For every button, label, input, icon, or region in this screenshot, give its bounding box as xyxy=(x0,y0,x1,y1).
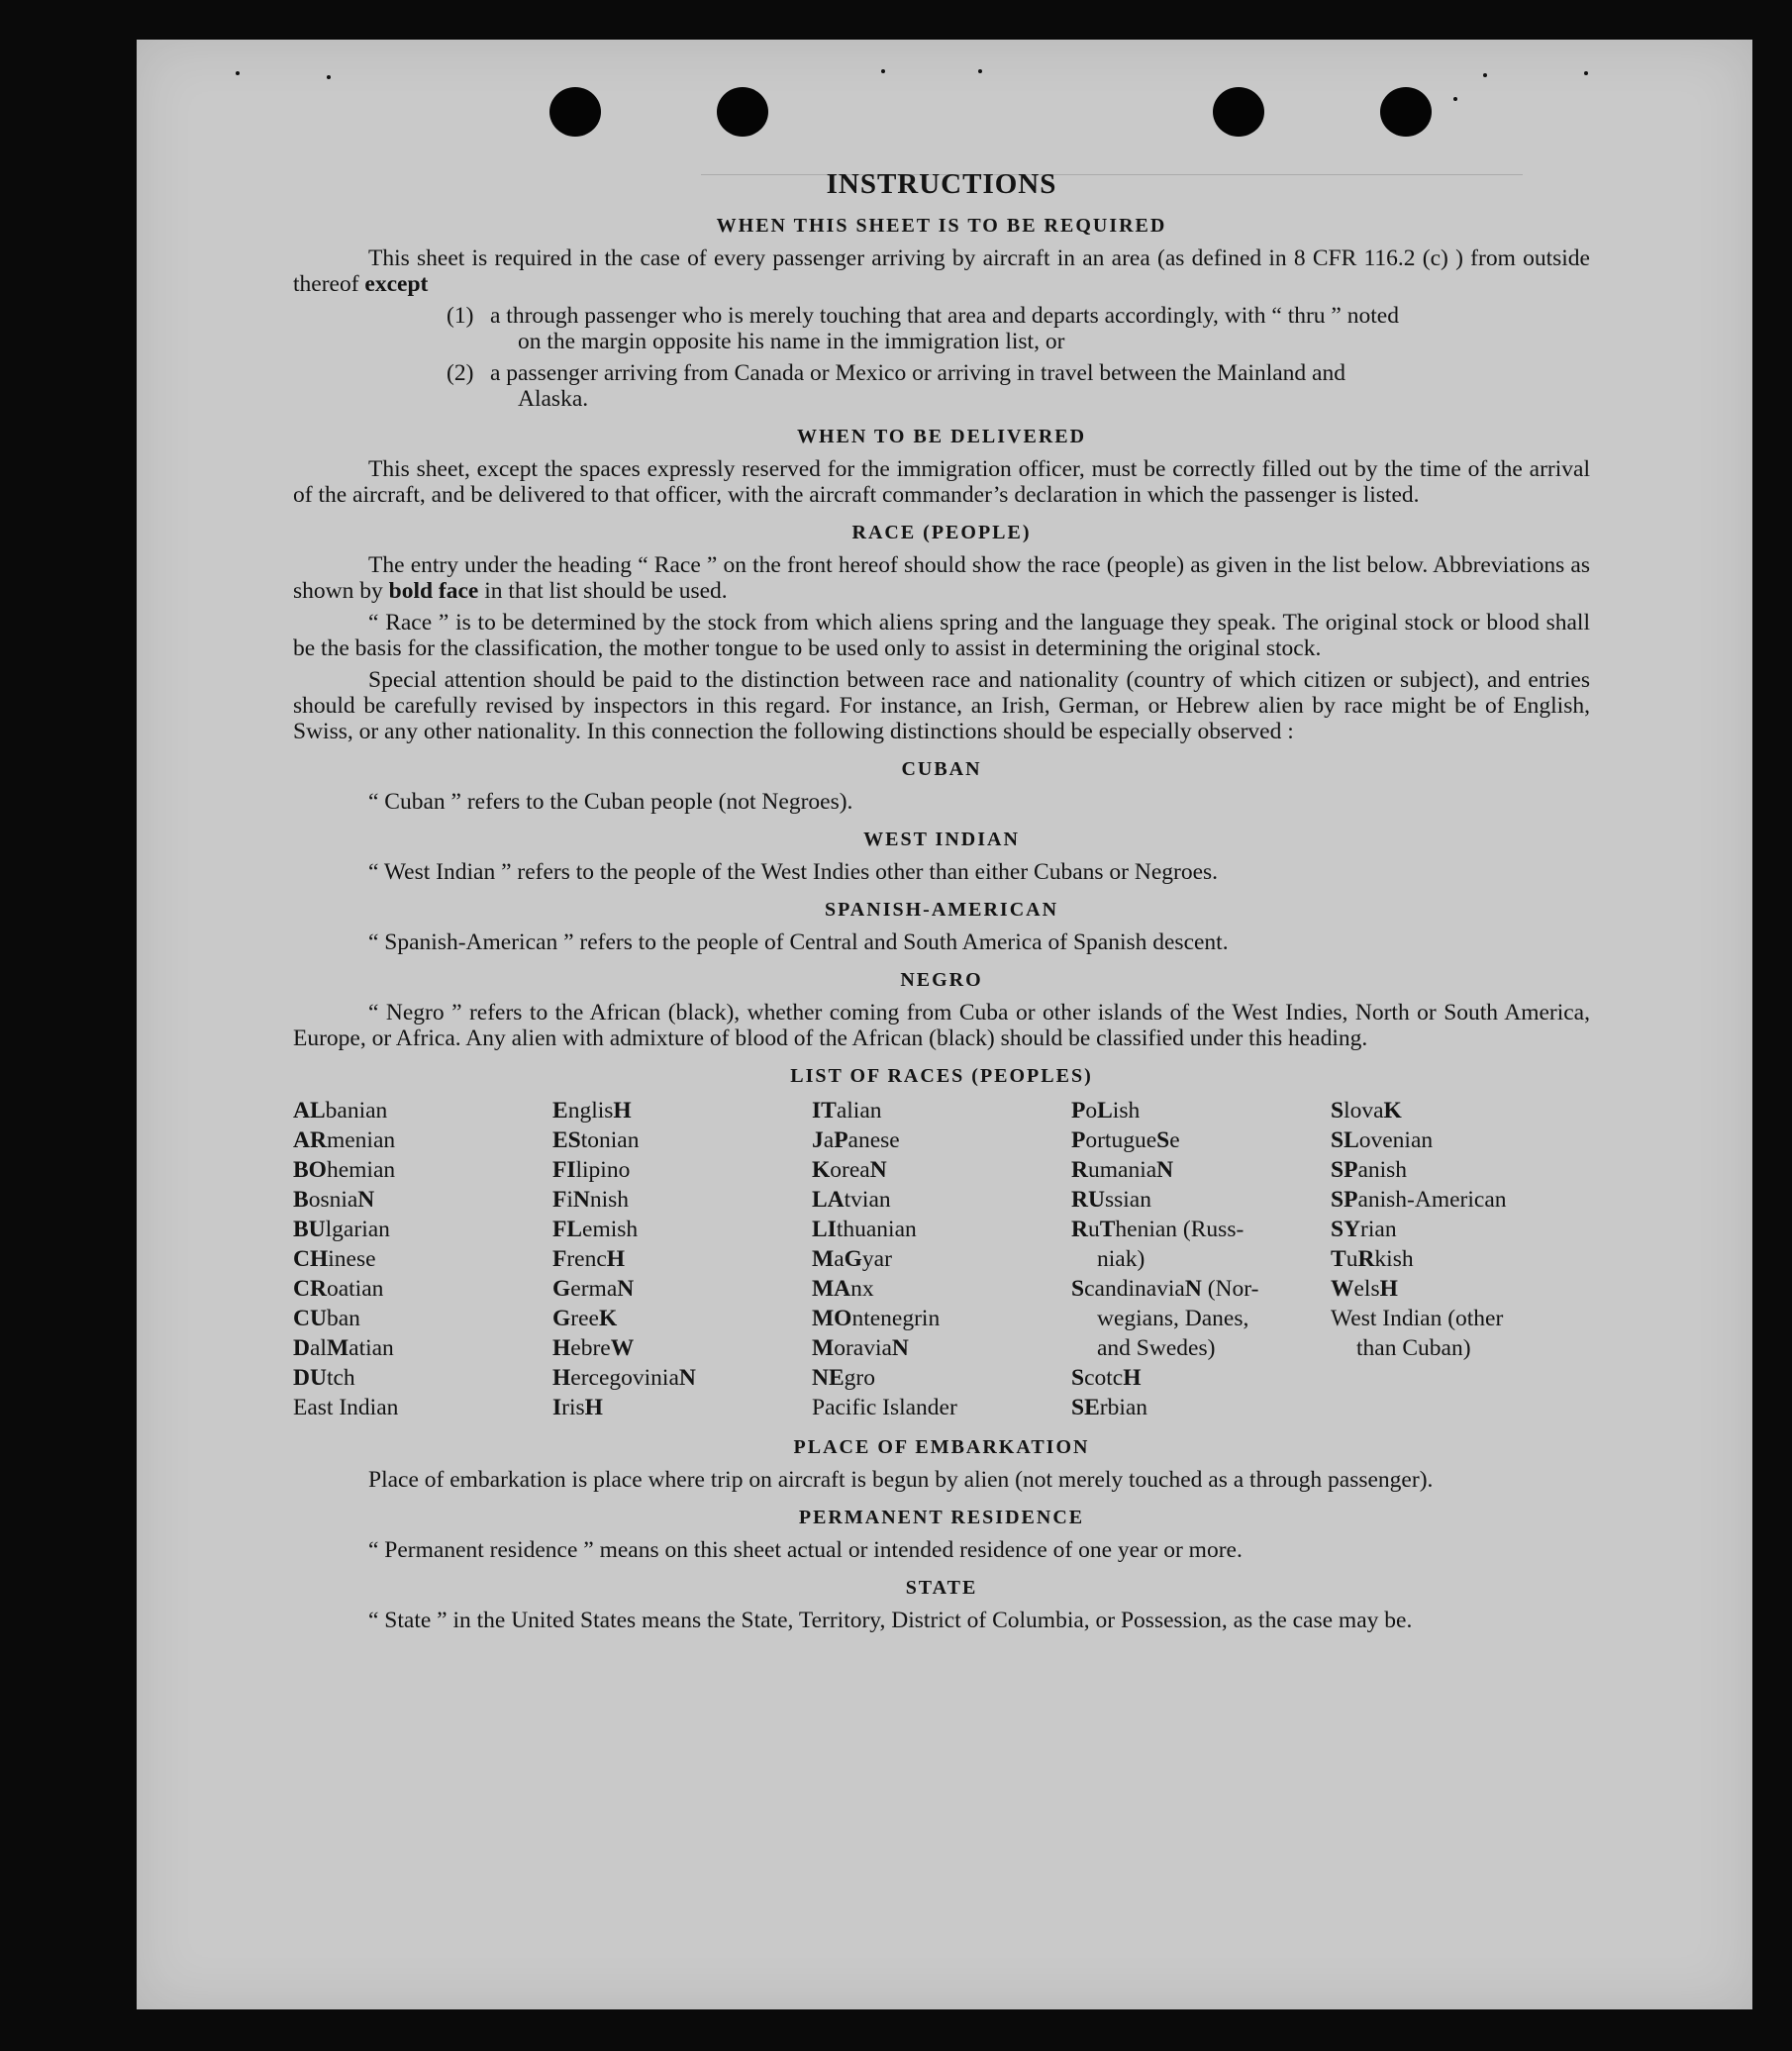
item-number: (1) xyxy=(447,303,474,329)
race-text: ree xyxy=(570,1306,599,1331)
race-entry xyxy=(1331,1215,1590,1244)
race-text: MO xyxy=(812,1306,852,1331)
race-text: P xyxy=(1071,1098,1086,1123)
race-entry xyxy=(293,1215,552,1244)
race-entry xyxy=(552,1244,812,1274)
paragraph-race-2: “ Race ” is to be determined by the stock from which aliens spring and the language they speak. The original stock or blood shall be the basis for the classification, the mother tongue to be used only to assist in determining the original stock. xyxy=(293,610,1590,661)
punch-hole xyxy=(1213,87,1264,137)
race-text: S xyxy=(1071,1365,1085,1391)
item-number: (2) xyxy=(447,360,474,386)
race-text: u xyxy=(1345,1246,1358,1272)
paragraph-cuban: “ Cuban ” refers to the Cuban people (not Negroes). xyxy=(368,789,853,815)
item-rest-line: on the margin opposite his name in the immigration list, or xyxy=(518,329,1065,354)
race-text: H xyxy=(613,1098,632,1123)
race-entry xyxy=(552,1185,812,1215)
item-first-line: a passenger arriving from Canada or Mexico or arriving in travel between the Mainland and xyxy=(490,360,1345,386)
race-text: inese xyxy=(328,1246,376,1272)
speck xyxy=(978,69,982,73)
race-text: H xyxy=(1379,1276,1398,1302)
race-text: K xyxy=(1383,1098,1402,1123)
race-text: anese xyxy=(847,1127,900,1153)
race-entry xyxy=(293,1155,552,1185)
heading-spanish-american: SPANISH-AMERICAN xyxy=(824,899,1059,921)
race-entry xyxy=(1071,1185,1331,1215)
race-text: W xyxy=(1331,1276,1354,1302)
race-text: N xyxy=(678,1365,696,1391)
race-text: hemian xyxy=(326,1157,396,1183)
race-text: BO xyxy=(293,1157,327,1183)
race-entry xyxy=(1331,1304,1590,1333)
race-text: u xyxy=(1087,1217,1100,1242)
race-text: nish xyxy=(589,1187,630,1213)
race-text: rbian xyxy=(1099,1395,1148,1420)
race-text: candinavia xyxy=(1084,1276,1185,1302)
race-text: lgarian xyxy=(325,1217,390,1242)
punch-hole xyxy=(549,87,601,137)
race-entry xyxy=(293,1393,552,1422)
race-entry xyxy=(293,1125,552,1155)
race-text: S xyxy=(1331,1098,1344,1123)
race-entry xyxy=(552,1155,812,1185)
race-entry xyxy=(1071,1125,1331,1155)
paragraph-permanent-residence: “ Permanent residence ” means on this sheet actual or intended residence of one year or more. xyxy=(368,1537,1243,1563)
race-entry xyxy=(1331,1155,1590,1185)
heading-cuban: CUBAN xyxy=(901,758,982,780)
race-text: H xyxy=(584,1395,603,1420)
race-entry xyxy=(812,1125,1071,1155)
race-entry xyxy=(1331,1274,1590,1304)
race-text: T xyxy=(1331,1246,1346,1272)
race-text: I xyxy=(552,1395,562,1420)
race-text: H xyxy=(606,1246,626,1272)
race-text: T xyxy=(1099,1217,1116,1242)
race-text: ES xyxy=(552,1127,581,1153)
race-text: anish xyxy=(1357,1157,1408,1183)
race-entry xyxy=(812,1333,1071,1363)
race-text: than Cuban) xyxy=(1356,1335,1471,1361)
race-text: tonian xyxy=(580,1127,640,1153)
race-entry xyxy=(812,1244,1071,1274)
race-entry xyxy=(812,1096,1071,1125)
race-text: LA xyxy=(812,1187,845,1213)
race-text: H xyxy=(1123,1365,1142,1391)
heading-race: RACE (PEOPLE) xyxy=(851,522,1032,543)
race-text: (Nor- xyxy=(1201,1276,1259,1302)
race-text: yar xyxy=(861,1246,892,1272)
exception-item-2 xyxy=(447,360,1590,412)
race-entry xyxy=(552,1393,812,1422)
paragraph-when-delivered: This sheet, except the spaces expressly reserved for the immigration officer, must be correctly filled out by the time of the arrival of the aircraft, and be delivered to that officer, with the aircraft commander’s declaration in which the passenger is listed. xyxy=(293,456,1590,508)
race-text: N xyxy=(869,1157,887,1183)
race-entry xyxy=(552,1304,812,1333)
race-text: lipino xyxy=(575,1157,631,1183)
race-text: N xyxy=(357,1187,375,1213)
race-text: al xyxy=(309,1335,327,1361)
race-entry xyxy=(1071,1155,1331,1185)
race-text: ortugue xyxy=(1085,1127,1157,1153)
paragraph-embarkation: Place of embarkation is place where trip on aircraft is begun by alien (not merely touched as a through passenger). xyxy=(368,1467,1434,1493)
paragraph-west-indian: “ West Indian ” refers to the people of the West Indies other than either Cubans or Negroes. xyxy=(368,859,1219,885)
race-text: IT xyxy=(812,1098,837,1123)
heading-west-indian: WEST INDIAN xyxy=(863,829,1020,850)
race-text: S xyxy=(1071,1276,1085,1302)
race-text: ebre xyxy=(570,1335,611,1361)
race-text: menian xyxy=(326,1127,396,1153)
race-entry xyxy=(1071,1274,1331,1304)
race-text: West Indian (other xyxy=(1331,1306,1504,1331)
race-text: tvian xyxy=(844,1187,891,1213)
race-text: e xyxy=(1169,1127,1180,1153)
speck xyxy=(1584,71,1588,75)
race-entry xyxy=(552,1274,812,1304)
race-text: D xyxy=(293,1335,310,1361)
race-text: R xyxy=(1357,1246,1375,1272)
race-column xyxy=(293,1096,552,1422)
race-text: AR xyxy=(293,1127,327,1153)
race-text: rian xyxy=(1360,1217,1397,1242)
race-text: S xyxy=(1156,1127,1170,1153)
item-first-line: a through passenger who is merely touching that area and departs accordingly, with “ thru ” noted xyxy=(490,303,1399,329)
race-text: BU xyxy=(293,1217,326,1242)
race-entry xyxy=(812,1393,1071,1422)
speck xyxy=(1453,97,1457,101)
race-text: SP xyxy=(1331,1187,1358,1213)
race-text: oravia xyxy=(834,1335,892,1361)
race-text: E xyxy=(552,1098,568,1123)
race-text: CU xyxy=(293,1306,327,1331)
intro-text: This sheet is required in the case of every passenger arriving by aircraft in an area (as defined in 8 CFR 116.2 (c) ) from outside thereof xyxy=(293,245,1590,297)
race-text: emish xyxy=(582,1217,639,1242)
race-text: i xyxy=(566,1187,573,1213)
race-text: orea xyxy=(830,1157,870,1183)
paragraph-race-3: Special attention should be paid to the distinction between race and nationality (country of which citizen or subject), and entries should be carefully revised by inspectors in this regard. For instance, an Irish, German, or Hebrew alien by race might be of English, Swiss, or any other nationality. In this connection the following distinctions should be especially observed : xyxy=(293,667,1590,744)
heading-when-delivered: WHEN TO BE DELIVERED xyxy=(796,426,1087,447)
instructions-content xyxy=(293,168,1590,1633)
race-text: kish xyxy=(1374,1246,1414,1272)
intro-bold: except xyxy=(364,271,429,297)
race-entry xyxy=(1071,1393,1331,1422)
race-entry xyxy=(1331,1125,1590,1155)
race-text: R xyxy=(1071,1157,1088,1183)
race-entry xyxy=(812,1155,1071,1185)
race-text: erma xyxy=(570,1276,618,1302)
race-text: G xyxy=(552,1276,571,1302)
race-entry xyxy=(293,1333,552,1363)
race-entry xyxy=(293,1244,552,1274)
heading-embarkation: PLACE OF EMBARKATION xyxy=(793,1436,1090,1458)
race-text: G xyxy=(552,1306,571,1331)
race-entry xyxy=(552,1333,812,1363)
race-entry xyxy=(812,1215,1071,1244)
race-entry xyxy=(812,1274,1071,1304)
race-text: wegians, Danes, xyxy=(1097,1306,1249,1331)
race-text: H xyxy=(552,1365,571,1391)
race-entry xyxy=(293,1304,552,1333)
race-text: henian (Russ- xyxy=(1115,1217,1244,1242)
paragraph-when-required xyxy=(293,245,1590,297)
race-text: ish xyxy=(1112,1098,1141,1123)
race-text: G xyxy=(844,1246,862,1272)
race-text: MA xyxy=(812,1276,851,1302)
race-text: umania xyxy=(1087,1157,1157,1183)
race-text: alian xyxy=(836,1098,882,1123)
race-entry xyxy=(1331,1185,1590,1215)
paragraph-spanish-american: “ Spanish-American ” refers to the people of Central and South America of Spanish descent. xyxy=(368,929,1229,955)
race-column xyxy=(1331,1096,1590,1422)
item-rest-line: Alaska. xyxy=(518,386,589,412)
race-entry xyxy=(1331,1244,1590,1274)
race-text: ban xyxy=(326,1306,360,1331)
race-text: SE xyxy=(1071,1395,1100,1420)
heading-list-of-races: LIST OF RACES (PEOPLES) xyxy=(790,1065,1093,1087)
race-entry xyxy=(293,1274,552,1304)
paragraph-race-1 xyxy=(293,552,1590,604)
punch-hole xyxy=(717,87,768,137)
race-text: atian xyxy=(348,1335,394,1361)
race-entry xyxy=(552,1363,812,1393)
race-text: East Indian xyxy=(293,1395,399,1420)
race-entry xyxy=(293,1096,552,1125)
race-text: B xyxy=(293,1187,309,1213)
race-entry xyxy=(552,1215,812,1244)
heading-permanent-residence: PERMANENT RESIDENCE xyxy=(798,1507,1085,1528)
race-text: nx xyxy=(850,1276,874,1302)
race-p1-before: The entry under the heading “ Race ” on the front hereof should show the race (people) as given in the list below. Abbreviations as shown by xyxy=(293,552,1590,604)
race-text: AL xyxy=(293,1098,326,1123)
race-text: ercegovinia xyxy=(570,1365,679,1391)
race-column xyxy=(552,1096,812,1422)
race-text: ris xyxy=(561,1395,585,1420)
race-text: K xyxy=(598,1306,618,1331)
race-text: o xyxy=(1085,1098,1098,1123)
race-text: F xyxy=(552,1187,567,1213)
race-text: N xyxy=(1156,1157,1174,1183)
race-text: W xyxy=(610,1335,635,1361)
race-entry xyxy=(1071,1096,1331,1125)
speck xyxy=(881,69,885,73)
race-text: P xyxy=(834,1127,848,1153)
race-text: els xyxy=(1353,1276,1380,1302)
race-text: CR xyxy=(293,1276,327,1302)
race-entry xyxy=(812,1304,1071,1333)
race-text: tch xyxy=(326,1365,355,1391)
race-text: N xyxy=(891,1335,909,1361)
race-text: oatian xyxy=(326,1276,384,1302)
page-title: INSTRUCTIONS xyxy=(826,168,1057,200)
race-text: ssian xyxy=(1104,1187,1151,1213)
punch-hole xyxy=(1380,87,1432,137)
race-text: ntenegrin xyxy=(851,1306,941,1331)
race-entry xyxy=(1331,1333,1590,1363)
race-text: and Swedes) xyxy=(1097,1335,1216,1361)
race-entry xyxy=(1071,1304,1331,1333)
race-text: K xyxy=(812,1157,831,1183)
race-text: FI xyxy=(552,1157,576,1183)
race-text: RU xyxy=(1071,1187,1105,1213)
race-entry xyxy=(1071,1363,1331,1393)
races-list xyxy=(293,1096,1590,1422)
race-text: lova xyxy=(1344,1098,1384,1123)
race-text: M xyxy=(812,1335,835,1361)
race-column xyxy=(1071,1096,1331,1422)
heading-when-required: WHEN THIS SHEET IS TO BE REQUIRED xyxy=(716,215,1167,237)
race-text: M xyxy=(326,1335,349,1361)
race-text: DU xyxy=(293,1365,327,1391)
race-text: LI xyxy=(812,1217,837,1242)
race-text: J xyxy=(812,1127,824,1153)
race-text: banian xyxy=(325,1098,388,1123)
race-column xyxy=(812,1096,1071,1422)
race-text: FL xyxy=(552,1217,583,1242)
race-text: CH xyxy=(293,1246,329,1272)
race-text: a xyxy=(834,1246,845,1272)
item-text xyxy=(490,360,1590,412)
race-text: SY xyxy=(1331,1217,1361,1242)
heading-negro: NEGRO xyxy=(900,969,983,991)
race-entry xyxy=(552,1125,812,1155)
speck xyxy=(236,71,240,75)
race-text: H xyxy=(552,1335,571,1361)
race-p1-bold: bold face xyxy=(388,578,479,604)
speck xyxy=(327,75,331,79)
race-text: N xyxy=(1184,1276,1202,1302)
race-text: nglis xyxy=(567,1098,614,1123)
race-text: a xyxy=(823,1127,835,1153)
race-text: SL xyxy=(1331,1127,1359,1153)
race-text: P xyxy=(1071,1127,1086,1153)
race-entry xyxy=(812,1363,1071,1393)
heading-state: STATE xyxy=(905,1577,978,1599)
race-text: ovenian xyxy=(1358,1127,1434,1153)
race-text: F xyxy=(552,1246,567,1272)
race-entry xyxy=(812,1185,1071,1215)
race-text: R xyxy=(1071,1217,1088,1242)
race-text: N xyxy=(572,1187,590,1213)
race-p1-after: in that list should be used. xyxy=(484,578,728,604)
race-entry xyxy=(552,1096,812,1125)
item-text xyxy=(490,303,1590,354)
race-text: NE xyxy=(812,1365,845,1391)
race-text: SP xyxy=(1331,1157,1358,1183)
race-text: osnia xyxy=(308,1187,358,1213)
race-text: niak) xyxy=(1097,1246,1145,1272)
paragraph-state: “ State ” in the United States means the State, Territory, District of Columbia, or Possession, as the case may be. xyxy=(368,1608,1413,1633)
race-text: cotc xyxy=(1084,1365,1124,1391)
race-entry xyxy=(293,1363,552,1393)
race-text: M xyxy=(812,1246,835,1272)
race-text: Pacific Islander xyxy=(812,1395,957,1420)
race-text: N xyxy=(617,1276,635,1302)
speck xyxy=(1483,73,1487,77)
race-entry xyxy=(1071,1215,1331,1244)
race-text: L xyxy=(1097,1098,1113,1123)
race-text: gro xyxy=(844,1365,875,1391)
race-text: renc xyxy=(566,1246,607,1272)
paragraph-negro: “ Negro ” refers to the African (black), whether coming from Cuba or other islands of the West Indies, North or South America, Europe, or Africa. Any alien with admixture of blood of the African (black) should be classified under this heading. xyxy=(293,1000,1590,1051)
race-entry xyxy=(1071,1333,1331,1363)
race-text: thuanian xyxy=(836,1217,917,1242)
race-entry xyxy=(1331,1096,1590,1125)
race-text: anish-American xyxy=(1357,1187,1507,1213)
exception-item-1 xyxy=(447,303,1590,354)
race-entry xyxy=(293,1185,552,1215)
race-entry xyxy=(1071,1244,1331,1274)
